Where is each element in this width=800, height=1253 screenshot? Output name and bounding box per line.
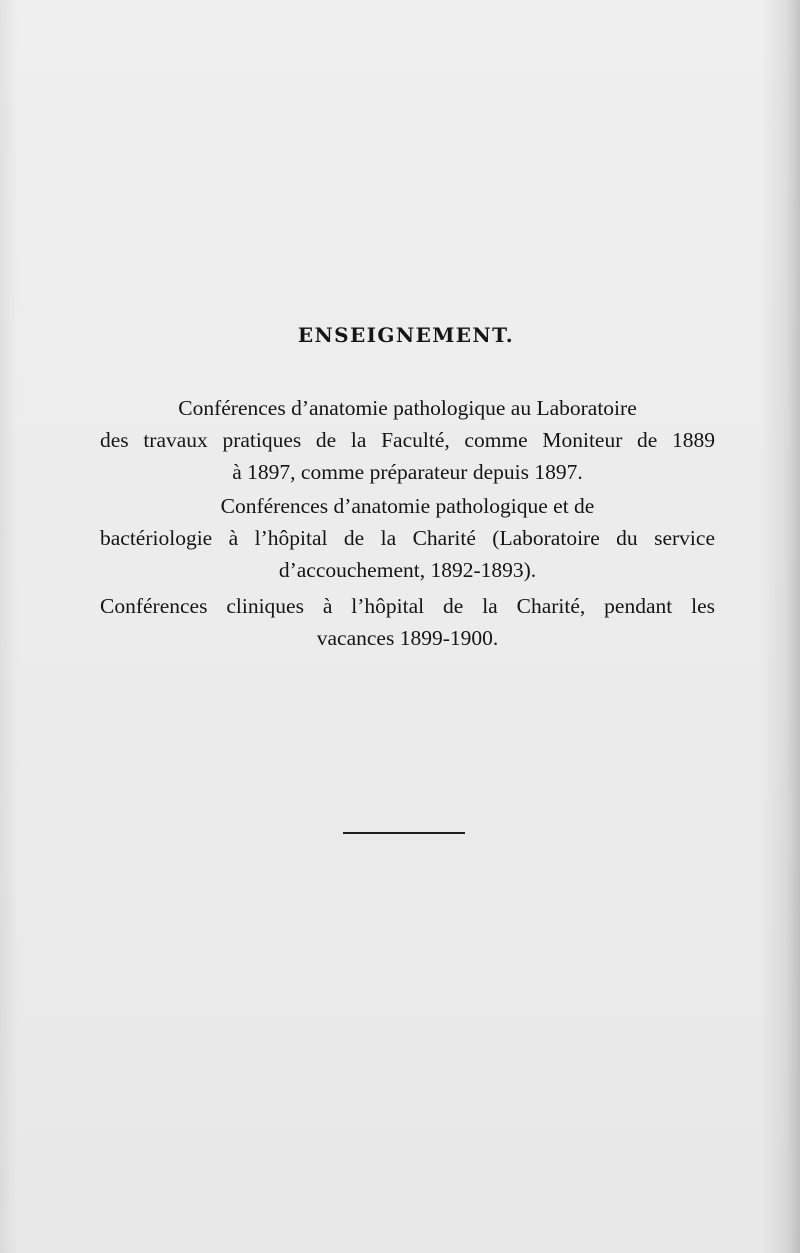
paragraph-line: d’accouchement, 1892-1893). xyxy=(278,558,537,582)
paragraph-teaching-laboratory xyxy=(100,392,715,488)
paragraph-line: Conférences d’anatomie pathologique au Laboratoire xyxy=(178,396,637,420)
show-through-artifact xyxy=(240,355,245,378)
paragraph-line: à 1897, comme préparateur depuis 1897. xyxy=(232,460,583,484)
paragraph-clinical-conferences xyxy=(100,590,715,654)
paragraph-line: Conférences d’anatomie pathologique et de xyxy=(220,494,595,518)
section-divider xyxy=(343,832,465,834)
paragraph-line: des travaux pratiques de la Faculté, comme Moniteur de 1889 xyxy=(100,428,715,452)
section-heading: ENSEIGNEMENT. xyxy=(297,323,515,347)
paragraph-line: bactériologie à l’hôpital de la Charité (Laboratoire du service xyxy=(100,526,715,550)
paragraph-line: vacances 1899-1900. xyxy=(316,626,499,650)
paragraph-line: Conférences cliniques à l’hôpital de la Charité, pendant les xyxy=(100,594,715,618)
paragraph-teaching-charite xyxy=(100,490,715,586)
